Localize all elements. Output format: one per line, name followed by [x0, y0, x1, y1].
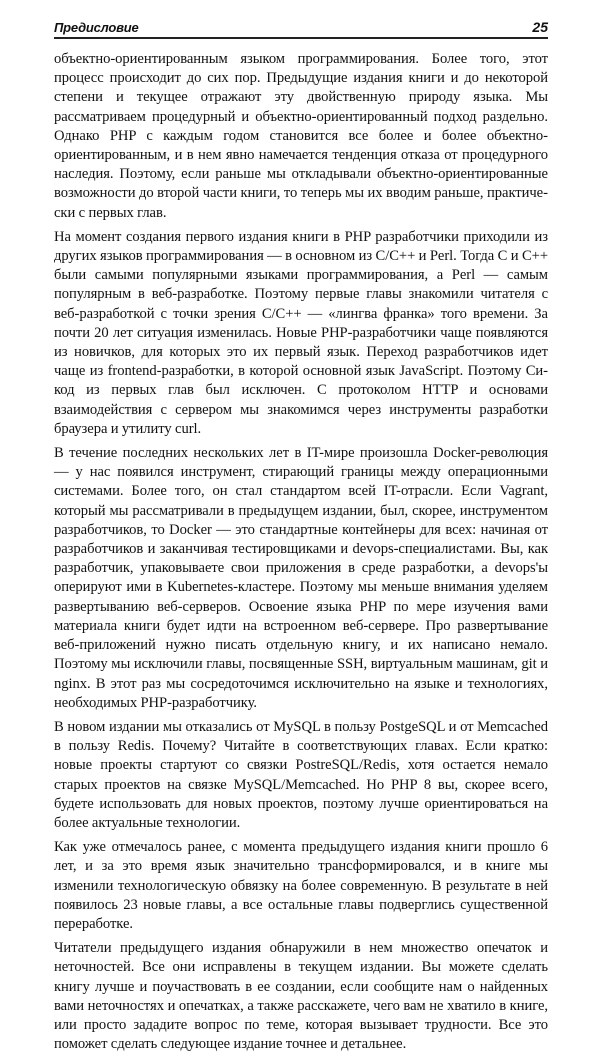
paragraph-errata-feedback: Читатели предыдущего издания обнаружили в нем множество опечаток и неточностей. Все они исправлены в текущем издании. Вы можете сделать книгу лучше и поучаствовать в ее создании, если сообщите нам о найденных вами неточностях и опечатках, а также расскажете, чего вам не хватило в книге, или просто зададите вопрос по теме, которая вызывает трудности. Все это поможет сделать следующее издание точнее и детальнее. [54, 940, 548, 1053]
page-number: 25 [532, 19, 548, 35]
paragraph-docker-revolution: В течение последних нескольких лет в IT-мире произошла Docker-революция — у нас появился инструмент, стирающий границы между операционными системами. Более того, он стал стандартом всей IT-отрасли. Если Vagrant, который мы рассматривали в предыдущем издании, был, скорее, инструментом разработчиков, то Docker — это стандартные контейнеры для всех: начиная от разработчиков и заканчивая тестировщиками и devops-специалистами. Вы, как разработчик, упаковываете свои приложения в среде разработки, а devops'ы оперируют ими в Kubernetes-кластере. Поэтому мы меньше внимания уделяем развертыванию веб-серверов. Освоение языка PHP по мере изучения вами материала книги будет идти на встроенном веб-сервере. Про развертывание веб-приложений нужно писать отдельную книгу, и их написано немало. Поэтому мы исключили главы, посвященные SSH, виртуальным машинам, git и nginx. В этот раз мы сосредоточимся исключительно на языке и технологиях, необходимых PHP-разработчику. [54, 445, 548, 711]
running-header [54, 18, 548, 39]
body-text [54, 50, 548, 1054]
chapter-title: Предисловие [54, 20, 139, 35]
book-page [54, 18, 548, 1059]
paragraph-new-chapters: Как уже отмечалось ранее, с момента предыдущего издания книги прошло 6 лет, и за это время язык значительно трансформировался, и в книге мы изменили технологическую обвязку на более современную. В результате в ней появилось 23 новые главы, а все остальные главы подверглись существенной переработке. [54, 839, 548, 932]
paragraph-oop-evolution: объектно-ориентированным языком программирования. Более того, этот процесс происходит до сих пор. Предыдущие издания книги и до некоторой степени и текущее отражают эту двойственную природу языка. Мы рассматриваем процедурный и объектно-ориентированный подход раздельно. Однако PHP с каждым годом становится все более и более объектно-ориентированным, и в нем явно намечается тенденция отказа от процедурного наследия. Поэтому, если раньше мы откладывали объектно-ориентированные возможности до второй части книги, то теперь мы их вводим раньше, практически с первых глав. [54, 51, 548, 221]
paragraph-developer-background: На момент создания первого издания книги в PHP разработчики приходили из других языков программирования — в основном из C/C++ и Perl. Тогда C и C++ были самыми популярными языками программирования, а Perl — самым популярным в веб-разработке. Поэтому первые главы знакомили читателя с веб-разработкой с точки зрения C/C++ — «лингва франка» того времени. За почти 20 лет ситуация изменилась. Новые PHP-разработчики чаще появляются из новичков, для которых это их первый язык. Переход разработчиков идет чаще из frontend-разработки, в которой основной язык JavaScript. Поэтому Си-код из первых глав был исключен. С протоколом HTTP и основами взаимодействия с сервером мы знакомимся через инструменты разработки браузера и утилиту curl. [54, 228, 548, 437]
paragraph-database-change: В новом издании мы отказались от MySQL в пользу PostgeSQL и от Memcached в пользу Redis. Почему? Читайте в соответствующих главах. Если кратко: новые проекты стартуют со связки PostreSQL/Redis, хотя остается немало старых проектов на связке MySQL/Memcached. Но PHP 8 вы, скорее всего, будете использовать для новых проектов, поэтому лучше ориентироваться на более актуальные технологии. [54, 718, 548, 831]
